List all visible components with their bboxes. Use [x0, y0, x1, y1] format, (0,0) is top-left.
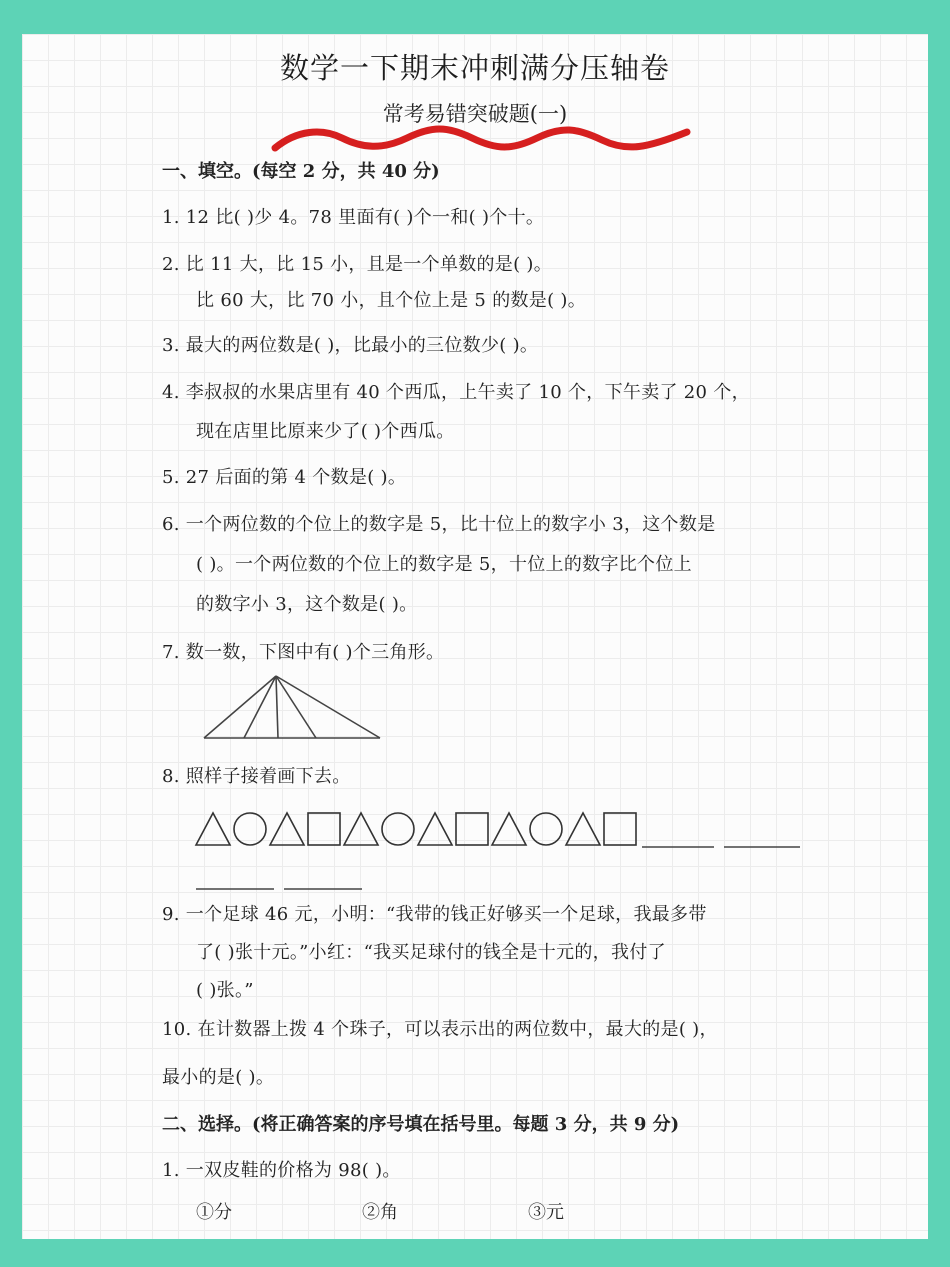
question-10-line-2: 最小的是( )。	[162, 1067, 275, 1088]
question-2-line-1: 2. 比 11 大，比 15 小，且是一个单数的是( )。	[162, 254, 553, 275]
page-title: 数学一下期末冲刺满分压轴卷	[279, 51, 670, 85]
option-b: ②角	[362, 1202, 398, 1223]
question-8: 8. 照样子接着画下去。	[162, 766, 351, 787]
option-a: ①分	[196, 1202, 232, 1223]
red-wave-underline	[267, 118, 697, 158]
question-9-line-1: 9. 一个足球 46 元，小明：“我带的钱正好够买一个足球，我最多带	[162, 904, 707, 925]
pattern-triangle-7	[418, 813, 452, 845]
question-2-line-2: 比 60 大，比 70 小，且个位上是 5 的数是( )。	[196, 290, 587, 311]
question-9-line-2: 了( )张十元。”小红：“我买足球付的钱全是十元的，我付了	[196, 942, 666, 963]
question-3: 3. 最大的两位数是( )，比最小的三位数少( )。	[162, 335, 539, 356]
section-1-heading: 一、填空。(每空 2 分，共 40 分)	[162, 161, 440, 182]
question-4-line-1: 4. 李叔叔的水果店里有 40 个西瓜，上午卖了 10 个，下午卖了 20 个，	[162, 382, 750, 403]
question-6-line-2: ( )。一个两位数的个位上的数字是 5，十位上的数字比个位上	[196, 554, 692, 575]
option-c: ③元	[528, 1202, 564, 1223]
pattern-circle-6	[382, 813, 414, 845]
question-4-line-2: 现在店里比原来少了( )个西瓜。	[196, 421, 455, 442]
triangle-figure	[200, 674, 386, 742]
question-9-line-3: ( )张。”	[196, 980, 254, 1001]
question-6-line-3: 的数字小 3，这个数是( )。	[196, 594, 418, 615]
pattern-triangle-11	[566, 813, 600, 845]
page-subtitle: 常考易错突破题(一)	[382, 102, 568, 126]
pattern-triangle-9	[492, 813, 526, 845]
question-5: 5. 27 后面的第 4 个数是( )。	[162, 467, 407, 488]
section-2-heading: 二、选择。(将正确答案的序号填在括号里。每题 3 分，共 9 分)	[162, 1114, 680, 1135]
pattern-square-4	[308, 813, 340, 845]
question-1: 1. 12 比( )少 4。78 里面有( )个一和( )个十。	[162, 207, 545, 228]
question-7: 7. 数一数，下图中有( )个三角形。	[162, 642, 445, 663]
pattern-circle-2	[234, 813, 266, 845]
pattern-square-12	[604, 813, 636, 845]
pattern-square-8	[456, 813, 488, 845]
worksheet-page	[22, 34, 928, 1239]
choice-question-1: 1. 一双皮鞋的价格为 98( )。	[162, 1160, 401, 1181]
pattern-circle-10	[530, 813, 562, 845]
question-6-line-1: 6. 一个两位数的个位上的数字是 5，比十位上的数字小 3，这个数是	[162, 514, 716, 535]
pattern-triangle-5	[344, 813, 378, 845]
pattern-triangle-1	[196, 813, 230, 845]
question-10-line-1: 10. 在计数器上拨 4 个珠子，可以表示出的两位数中，最大的是( )，	[162, 1019, 718, 1040]
pattern-triangle-3	[270, 813, 304, 845]
